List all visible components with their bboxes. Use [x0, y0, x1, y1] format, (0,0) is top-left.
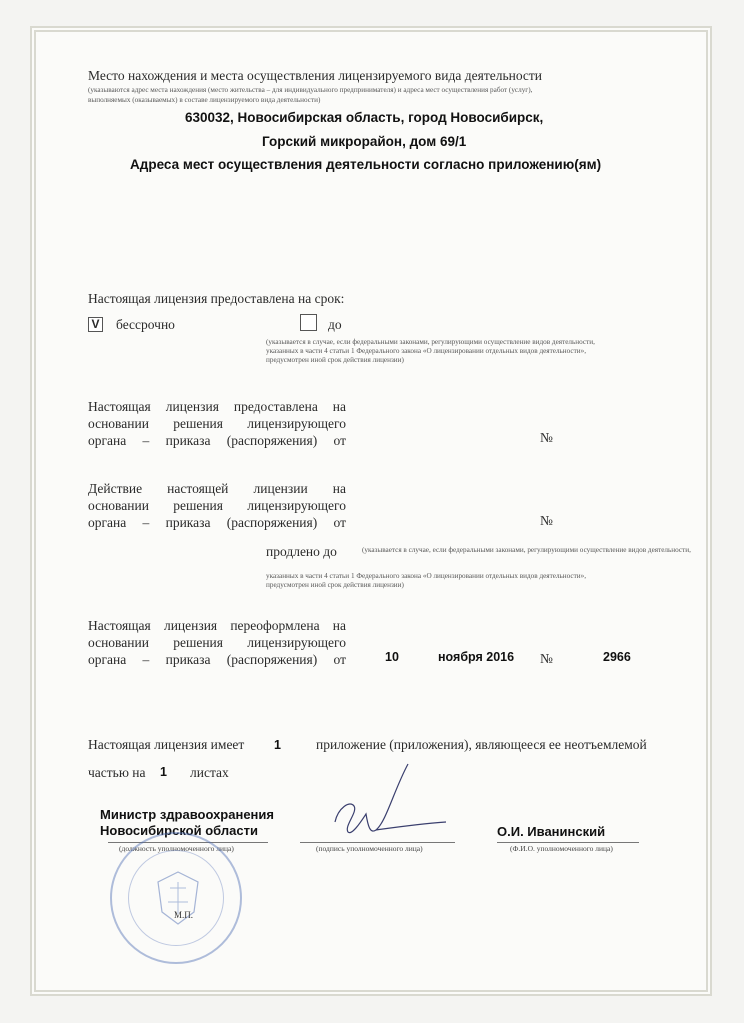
official-seal	[110, 832, 242, 964]
until-label: до	[328, 317, 342, 332]
term-heading: Настоящая лицензия предоставлена на срок:	[88, 291, 345, 306]
name-caption: (Ф.И.О. уполномоченного лица)	[510, 844, 613, 853]
checkmark: V	[88, 317, 103, 332]
address-line-1: 630032, Новосибирская область, город Новосибирск,	[185, 110, 544, 125]
reissued-paragraph: Настоящая лицензия переоформлена на основании решения лицензирующего органа – приказа (распоряжения) от	[88, 618, 346, 667]
signature-line	[300, 842, 455, 843]
extended-until-label: продлено до	[266, 544, 337, 559]
reissued-number: 2966	[603, 650, 631, 664]
signatory-position: Министр здравоохранения Новосибирской области	[100, 807, 274, 838]
stamp-label: М.П.	[174, 910, 194, 920]
appendix-text-4: листах	[190, 765, 229, 780]
appendix-text-3: частью на	[88, 765, 146, 780]
term-note-1: (указывается в случае, если федеральными законами, регулирующими осуществление видов деятельности,	[266, 338, 595, 346]
reissued-month-year: ноября 2016	[438, 650, 515, 664]
signature-caption: (подпись уполномоченного лица)	[316, 844, 423, 853]
granted-number-label: №	[540, 430, 553, 445]
indefinite-checkbox[interactable]	[88, 315, 103, 333]
reissued-day: 10	[385, 650, 399, 664]
location-heading: Место нахождения и места осуществления лицензируемого вида деятельности	[88, 68, 543, 83]
indefinite-label: бессрочно	[116, 317, 175, 332]
address-line-3: Адреса мест осуществления деятельности согласно приложению(ям)	[130, 157, 602, 172]
signatory-name: О.И. Иванинский	[497, 824, 606, 839]
empty-box	[300, 314, 317, 331]
signature-mark	[320, 760, 450, 840]
appendix-text-1: Настоящая лицензия имеет	[88, 737, 245, 752]
until-checkbox[interactable]	[300, 314, 317, 336]
location-note-1: (указываются адрес места нахождения (место жительства – для индивидуального предпринимателя) и адреса мест осуществления работ (услуг),	[88, 86, 533, 94]
extended-note-1: (указывается в случае, если федеральными законами, регулирующими осуществление видов деятельности,	[362, 546, 691, 554]
position-caption: (должность уполномоченного лица)	[119, 844, 234, 853]
extended-paragraph: Действие настоящей лицензии на основании решения лицензирующего органа – приказа (распоряжения) от	[88, 481, 346, 530]
appendix-text-2: приложение (приложения), являющееся ее неотъемлемой	[316, 737, 647, 752]
appendix-sheets: 1	[160, 765, 167, 779]
reissued-number-label: №	[540, 651, 553, 666]
extended-number-label: №	[540, 513, 553, 528]
granted-paragraph: Настоящая лицензия предоставлена на основании решения лицензирующего органа – приказа (распоряжения) от	[88, 399, 346, 448]
name-line	[497, 842, 639, 843]
term-note-3: предусмотрен иной срок действия лицензии)	[266, 356, 404, 364]
location-note-2: выполняемых (оказываемых) в составе лицензируемого вида деятельности)	[88, 96, 321, 104]
appendix-count: 1	[274, 738, 281, 752]
extended-note-3: предусмотрен иной срок действия лицензии)	[266, 581, 404, 589]
term-note-2: указанных в части 4 статьи 1 Федерального закона «О лицензировании отдельных видов деятельности»,	[266, 347, 586, 355]
address-line-2: Горский микрорайон, дом 69/1	[262, 134, 467, 149]
extended-note-2: указанных в части 4 статьи 1 Федерального закона «О лицензировании отдельных видов деятельности»,	[266, 572, 586, 580]
